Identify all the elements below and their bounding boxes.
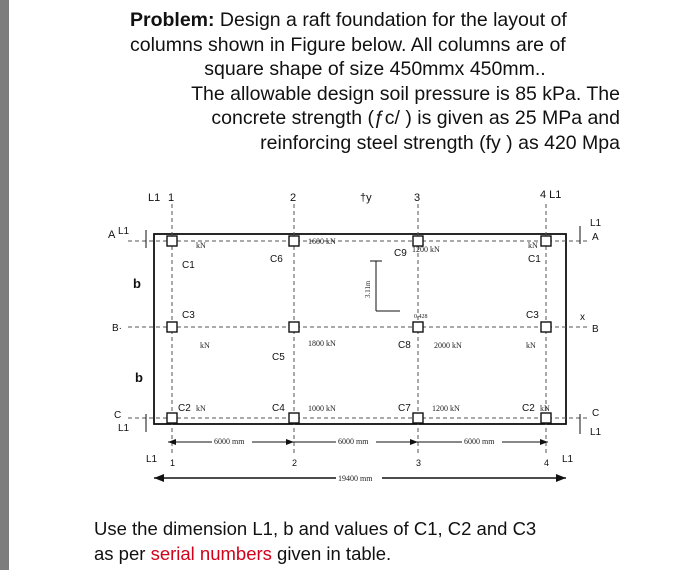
top-label-1: 1 bbox=[168, 192, 175, 204]
right-label-c: C bbox=[592, 408, 600, 419]
label-c5: C5 bbox=[272, 352, 285, 363]
column-c2-right bbox=[541, 413, 551, 423]
left-label-b1: b bbox=[133, 276, 141, 291]
overall-dimension: 19400 mm bbox=[338, 474, 373, 483]
label-c7: C7 bbox=[398, 403, 411, 414]
column-c5 bbox=[289, 322, 299, 332]
span-dim-2: 6000 mm bbox=[338, 437, 369, 446]
column-squares bbox=[167, 236, 551, 423]
label-c4: C4 bbox=[272, 403, 285, 414]
left-edge-bar bbox=[0, 0, 9, 570]
load-c9: 1200 kN bbox=[412, 245, 440, 254]
load-c4: 1000 kN bbox=[308, 404, 336, 413]
top-label-4-l1: 4 L1 bbox=[540, 189, 562, 201]
left-label-a-l1: L1 bbox=[118, 226, 130, 237]
load-c7: 1200 kN bbox=[432, 404, 460, 413]
bottom-label-4: 4 bbox=[544, 458, 550, 468]
label-c9: C9 bbox=[394, 248, 407, 259]
load-c2-left: kN bbox=[196, 404, 206, 413]
span-arrow-mid2 bbox=[410, 439, 418, 445]
load-c5: 1800 kN bbox=[308, 339, 336, 348]
bottom-label-1: 1 bbox=[170, 458, 176, 468]
overall-arrow-left bbox=[154, 474, 164, 482]
label-c6: C6 bbox=[270, 254, 283, 265]
label-c3-left: C3 bbox=[182, 310, 195, 321]
left-label-c-l1: L1 bbox=[118, 423, 130, 434]
load-c3-right: kN bbox=[526, 341, 536, 350]
left-label-b2: b bbox=[135, 370, 143, 385]
centroid-vertical-dim: 3.11m bbox=[364, 280, 372, 298]
footer-line-2: as per serial numbers given in table. bbox=[94, 543, 392, 564]
column-c3-right bbox=[541, 322, 551, 332]
left-label-b: B· bbox=[112, 323, 122, 334]
top-label-2: 2 bbox=[290, 192, 297, 204]
overall-arrow-right bbox=[556, 474, 566, 482]
footer-line-1: Use the dimension L1, b and values of C1, C2 and C3 bbox=[94, 518, 537, 539]
raft-layout-figure bbox=[108, 186, 608, 496]
column-c3-left bbox=[167, 322, 177, 332]
right-label-a: A bbox=[592, 232, 599, 243]
load-c1-right: kN bbox=[528, 241, 538, 250]
bottom-label-2: 2 bbox=[292, 458, 298, 468]
right-label-l1-bottom: L1 bbox=[590, 427, 602, 438]
top-label-3: 3 bbox=[414, 192, 421, 204]
x-axis-label: x bbox=[580, 312, 585, 323]
label-c2-left: C2 bbox=[178, 403, 191, 414]
load-c2-right: kN bbox=[540, 404, 550, 413]
label-c8: C8 bbox=[398, 340, 411, 351]
span-dim-3: 6000 mm bbox=[464, 437, 495, 446]
top-label-l1: L1 bbox=[148, 192, 161, 204]
bottom-label-l1-left: L1 bbox=[146, 454, 158, 465]
serial-numbers-highlight: serial numbers bbox=[150, 543, 272, 564]
problem-statement bbox=[130, 8, 620, 155]
load-c8: 2000 kN bbox=[434, 341, 462, 350]
centroid-small-dim: 0.428 bbox=[414, 314, 428, 320]
label-c2-right: C2 bbox=[522, 403, 535, 414]
problem-line-6: reinforcing steel strength (fy ) as 420 Mpa bbox=[260, 131, 620, 154]
right-label-b: B bbox=[592, 324, 599, 335]
problem-line-4: The allowable design soil pressure is 85 kPa. The bbox=[191, 82, 620, 105]
load-c1-left: kN bbox=[196, 241, 206, 250]
column-c4 bbox=[289, 413, 299, 423]
raft-layout-drawing bbox=[108, 186, 608, 496]
problem-line-1: Problem: Design a raft foundation for the layout of bbox=[130, 9, 567, 31]
left-label-a: A bbox=[108, 229, 116, 241]
label-c1-left: C1 bbox=[182, 260, 195, 271]
load-c6: 1600 kN bbox=[308, 237, 336, 246]
left-label-c: C bbox=[114, 410, 122, 421]
label-c3-right: C3 bbox=[526, 310, 539, 321]
y-axis-label: †y bbox=[360, 192, 372, 204]
column-c1-left bbox=[167, 236, 177, 246]
bottom-label-3: 3 bbox=[416, 458, 422, 468]
column-c2-left bbox=[167, 413, 177, 423]
right-label-l1-top: L1 bbox=[590, 218, 602, 229]
problem-line-2: columns shown in Figure below. All columns are of bbox=[130, 33, 566, 56]
label-c1-right: C1 bbox=[528, 254, 541, 265]
problem-line-3: square shape of size 450mmx 450mm.. bbox=[204, 58, 546, 80]
problem-label: Problem: bbox=[130, 9, 215, 31]
raft-outline bbox=[154, 234, 566, 424]
bottom-label-l1-right: L1 bbox=[562, 454, 574, 465]
span-dim-1: 6000 mm bbox=[214, 437, 245, 446]
load-c3-left: kN bbox=[200, 341, 210, 350]
span-arrow-right bbox=[540, 439, 548, 445]
column-c7 bbox=[413, 413, 423, 423]
column-c1-right bbox=[541, 236, 551, 246]
span-arrow-mid1 bbox=[286, 439, 294, 445]
column-c8 bbox=[413, 322, 423, 332]
column-c6 bbox=[289, 236, 299, 246]
footer-note bbox=[94, 516, 674, 566]
problem-line-5: concrete strength (ƒc/ ) is given as 25 MPa and bbox=[211, 107, 620, 129]
